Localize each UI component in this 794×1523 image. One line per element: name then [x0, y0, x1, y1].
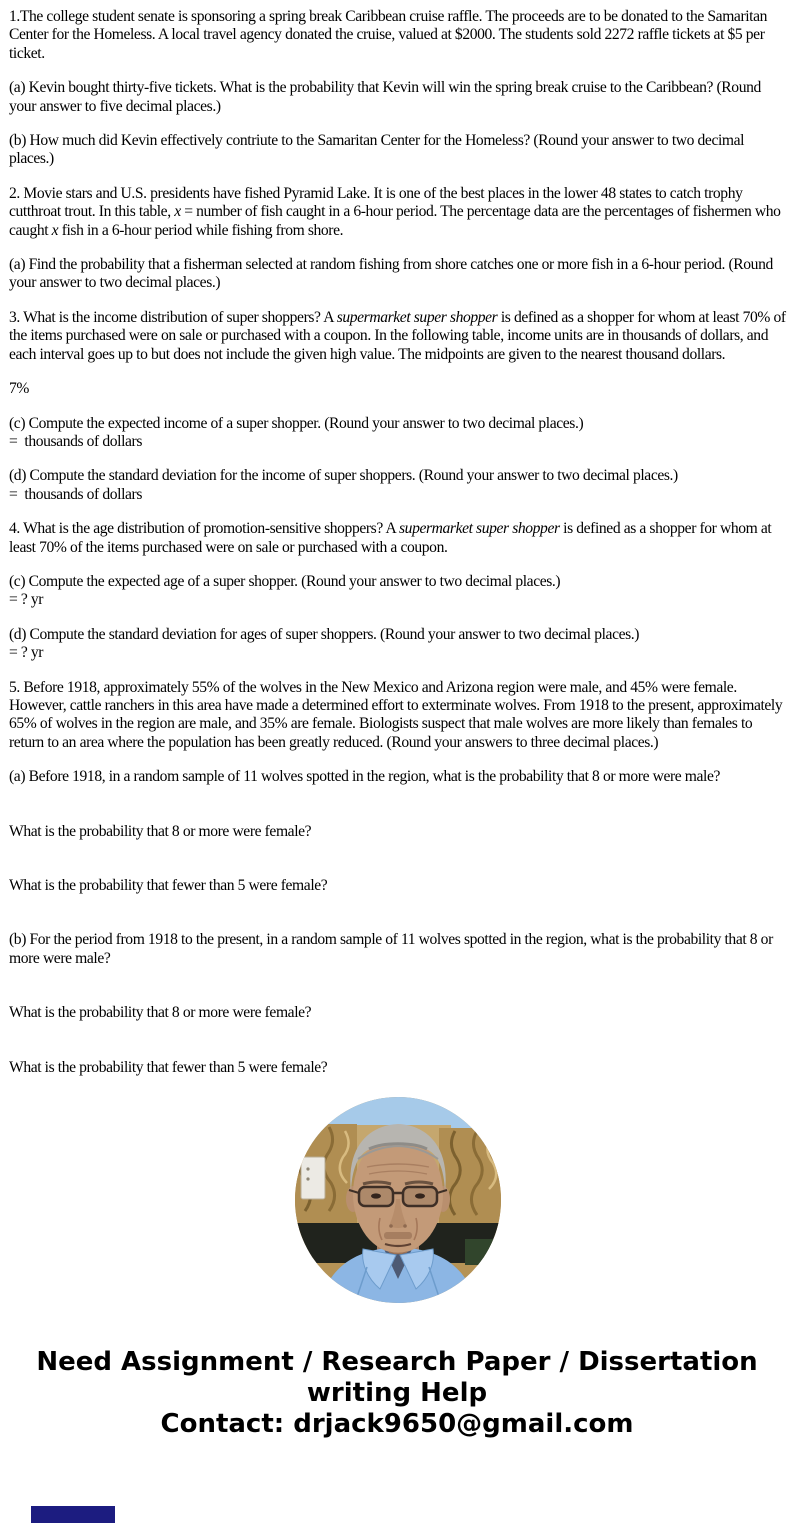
switch-panel: [301, 1157, 325, 1199]
text-run: is defined as a shopper for whom at least 70% of the items purchased were on sale or purchased with a coupon. In the following table, income units are in thousands of dollars, and each interval goes up to but does not include the given high value. The midpoints are given to the nearest thousand dollars.: [9, 308, 786, 363]
italic-term: supermarket super shopper: [399, 520, 560, 538]
curtain-right: [439, 1128, 501, 1238]
question-1b: (b) How much did Kevin effectively contriute to the Samaritan Center for the Homeless? (Round your answer to two decimal places.): [9, 132, 745, 168]
question-3d: [9, 467, 786, 504]
footer-banner: [0, 1347, 794, 1440]
question-4c: [9, 573, 786, 610]
question-3c: [9, 415, 786, 452]
text-run: 2. Movie stars and U.S. presidents have fished Pyramid Lake. It is one of the best places in the lower 48 states to catch trophy cutthroat trout. In this table,: [9, 184, 743, 221]
question-5b: (b) For the period from 1918 to the present, in a random sample of 11 wolves spotted in the region, what is the probability that 8 or more were male?: [9, 931, 773, 967]
question-5a-fewer: What is the probability that fewer than 5 were female?: [9, 877, 328, 894]
footer-contact-email: Contact: drjack9650@gmail.com: [160, 1409, 634, 1440]
bottom-left-navy-bar: [31, 1506, 115, 1523]
text-run: 4. What is the age distribution of promotion-sensitive shoppers? A: [9, 520, 399, 538]
percent-value: 7%: [9, 380, 29, 398]
italic-term: supermarket super shopper: [336, 308, 498, 326]
answer-line: = ? yr: [9, 591, 44, 609]
question-4-intro: [9, 520, 786, 557]
text-run: (c) Compute the expected age of a super shopper. (Round your answer to two decimal places.): [9, 572, 561, 590]
tutor-photo: [295, 1097, 501, 1303]
photo-row: [9, 1097, 786, 1303]
text-run: (d) Compute the standard deviation for ages of super shoppers. (Round your answer to two decimal places.): [9, 625, 640, 643]
question-1a: (a) Kevin bought thirty-five tickets. What is the probability that Kevin will win the spring break cruise to the Caribbean? (Round your answer to five decimal places.): [9, 79, 761, 115]
question-2-intro: [9, 185, 786, 240]
italic-x: x: [174, 203, 181, 221]
text-run: = number of fish caught in a 6-hour period. The percentage data are the percentages of fishermen who caught: [9, 203, 781, 239]
question-5a-female: What is the probability that 8 or more were female?: [9, 822, 312, 840]
question-2a: (a) Find the probability that a fisherman selected at random fishing from shore catches one or more fish in a 6-hour period. (Round your answer to two decimal places.): [9, 256, 773, 292]
text-run: is defined as a shopper for whom at least 70% of the items purchased were on sale or purchased with a coupon.: [9, 520, 772, 556]
footer-line-1: Need Assignment / Research Paper / Dissertation: [36, 1347, 758, 1378]
question-5-intro: 5. Before 1918, approximately 55% of the wolves in the New Mexico and Arizona region were male, and 45% were female. However, cattle ranchers in this area have made a determined effort to exterminate wolves. From 1918 to the present, approximately 65% of wolves in the region are male, and 35% are female. Biologists suspect that male wolves are more likely than females to return to an area where the population has been greatly reduced. (Round your answers to three decimal places.): [9, 678, 783, 751]
italic-x: x: [51, 221, 59, 239]
question-3-intro: [9, 309, 786, 364]
green-patch: [465, 1239, 501, 1265]
question-5a: (a) Before 1918, in a random sample of 11 wolves spotted in the region, what is the probability that 8 or more were male?: [9, 768, 721, 786]
footer-line-2: writing Help: [306, 1378, 488, 1409]
question-5b-female: What is the probability that 8 or more were female?: [9, 1004, 312, 1022]
question-4d: [9, 626, 786, 663]
question-5b-fewer: What is the probability that fewer than 5 were female?: [9, 1058, 328, 1076]
text-run: (d) Compute the standard deviation for the income of super shoppers. (Round your answer to two decimal places.): [9, 467, 678, 485]
answer-line: = thousands of dollars: [9, 485, 142, 503]
text-run: fish in a 6-hour period while fishing from shore.: [58, 221, 344, 239]
question-1-intro: 1.The college student senate is sponsoring a spring break Caribbean cruise raffle. The proceeds are to be donated to the Samaritan Center for the Homeless. A local travel agency donated the cruise, valued at $2000. The students sold 2272 raffle tickets at $5 per ticket.: [9, 8, 768, 62]
answer-line: = thousands of dollars: [9, 432, 142, 450]
answer-line: = ? yr: [9, 644, 44, 662]
text-run: 3. What is the income distribution of super shoppers? A: [9, 308, 337, 326]
text-run: (c) Compute the expected income of a super shopper. (Round your answer to two decimal places.): [9, 414, 584, 432]
